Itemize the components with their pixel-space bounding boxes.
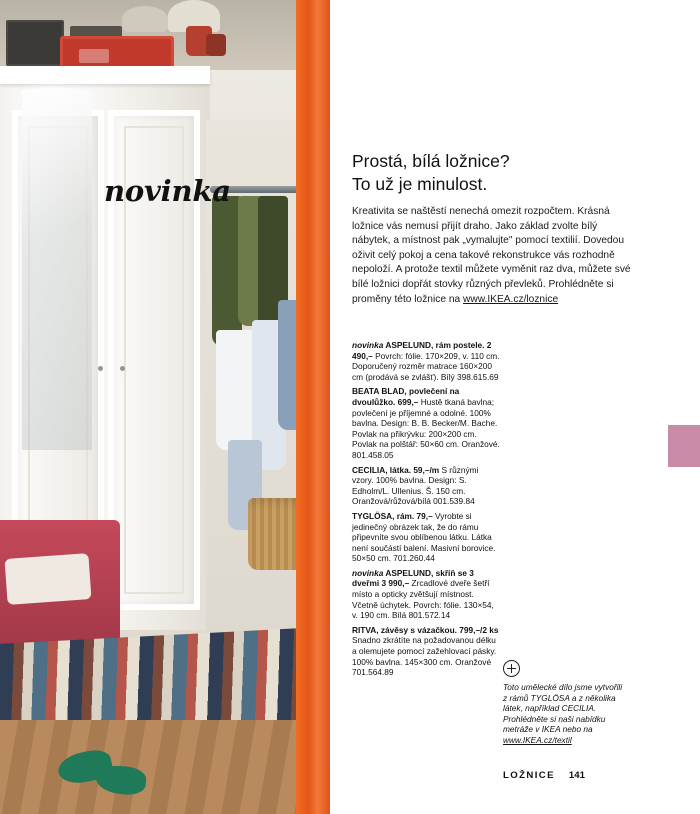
intro-text: Kreativita se naštěstí nenechá omezit rozpočtem. Krásná ložnice vás nemusí přijít draho. Jako základ zvolte bílý nábytek, a místnost pak „vymalujte" pomocí textilií. Dovedou oživit celý pokoj a cena takové rekonstrukce vás rozhodně nepoloží. A protože textil můžete vyměnit raz dva, můžete své bílé ložnici dopřát stovky různých převleků. Prohlédněte si proměny této ložnice na: [352, 206, 631, 305]
pink-fabric-swatch: [668, 425, 700, 467]
spec-tag: novinka: [352, 567, 384, 578]
spec-name: ASPELUND, skříň se 3 dveřmi 3 990,–: [352, 567, 474, 589]
photo-door-knob: [120, 366, 125, 371]
photo-wardrobe-top: [0, 70, 210, 84]
spec-item: [352, 465, 500, 507]
photo-red-jar: [206, 34, 226, 56]
photo-basket-lid: [122, 6, 168, 32]
photo-storage-box: [6, 20, 64, 66]
spec-desc: Snadno zkrátíte na požadovanou délku a olemujete pomocí zažehlovací pásky. 100% bavlna. 145×300 cm. Oranžové 701.564.89: [352, 635, 497, 678]
photo-door-knob: [98, 366, 103, 371]
photo-pillow: [4, 553, 91, 605]
plus-circle-icon: [503, 660, 520, 677]
spec-desc: Hustě tkaná bavlna; povlečení je příjemné a odolné. 100% bavlna. Design: B. B. Becker/M. Bache. Povlak na přikrývku: 200×200 cm. Povlak na polštář: 50×60 cm. Oranžové. 801.458.05: [352, 396, 500, 460]
footer-section-label: LOŽNICE: [503, 770, 555, 781]
artwork-note-text: Toto umělecké dílo jsme vytvořili z rámů TYGLÖSA a z několika látek, například CECILIA. Prohlédněte si naši nabídku metráže v IKEA nebo na: [503, 682, 623, 735]
page-title: [352, 150, 642, 196]
room-photo: [0, 0, 330, 814]
textil-link[interactable]: www.IKEA.cz/textil: [503, 734, 572, 745]
spec-item: [352, 386, 500, 460]
artwork-note: [503, 682, 627, 746]
spec-name: CECILIA, látka. 59,–/m: [352, 464, 440, 475]
photo-wood-floor: [0, 720, 300, 814]
photo-orange-curtain: [296, 0, 330, 814]
spec-desc: Povrch: fólie. 170×209, v. 110 cm. Doporučený rozměr matrace 160×200 cm (prodává se zvlášť). Bílý 398.615.69: [352, 350, 500, 382]
page-title-line1: Prostá, bílá ložnice?: [352, 151, 510, 171]
novinka-label: novinka: [104, 174, 231, 208]
spec-desc: Vyrobte si jedinečný obrázek tak, že do rámu připevníte svou oblíbenou látku. Látka není součástí balení. Masivní borovice. 50×50 cm. 701.260.44: [352, 510, 496, 564]
spec-desc: Zrcadlové dveře šetří místo a opticky zvětšují místnost. Včetně úchytek. Povrch: fólie. 130×54, v. 190 cm. Bílá 801.572.14: [352, 578, 494, 621]
page-title-line2: To už je minulost.: [352, 174, 488, 194]
page-number: 141: [568, 770, 585, 781]
spec-name: BEATA BLAD, povlečení na dvoulůžko. 699,–: [352, 386, 460, 407]
spec-name: TYGLÖSA, rám. 79,–: [352, 510, 433, 521]
spec-tag: novinka: [352, 340, 384, 350]
photo-garment: [216, 330, 256, 450]
loznice-link[interactable]: www.IKEA.cz/loznice: [463, 293, 559, 305]
spec-name: ASPELUND, rám postele. 2 490,–: [352, 340, 492, 361]
spec-desc: S různými vzory. 100% bavlna. Design: S. Edholm/L. Ullenius. Š. 150 cm. Oranžová/růžová/bílá 001.539.84: [352, 464, 479, 507]
page-footer: [503, 770, 663, 781]
spec-item: [352, 511, 500, 564]
spec-item: [352, 625, 500, 678]
intro-paragraph: [352, 205, 634, 307]
photo-mirror-panel: [22, 90, 92, 450]
spec-item: [352, 568, 500, 621]
spec-item: [352, 340, 500, 382]
spec-name: RITVA, závěsy s vázačkou. 799,–/2 ks: [352, 624, 499, 635]
product-spec-list: [352, 340, 500, 682]
